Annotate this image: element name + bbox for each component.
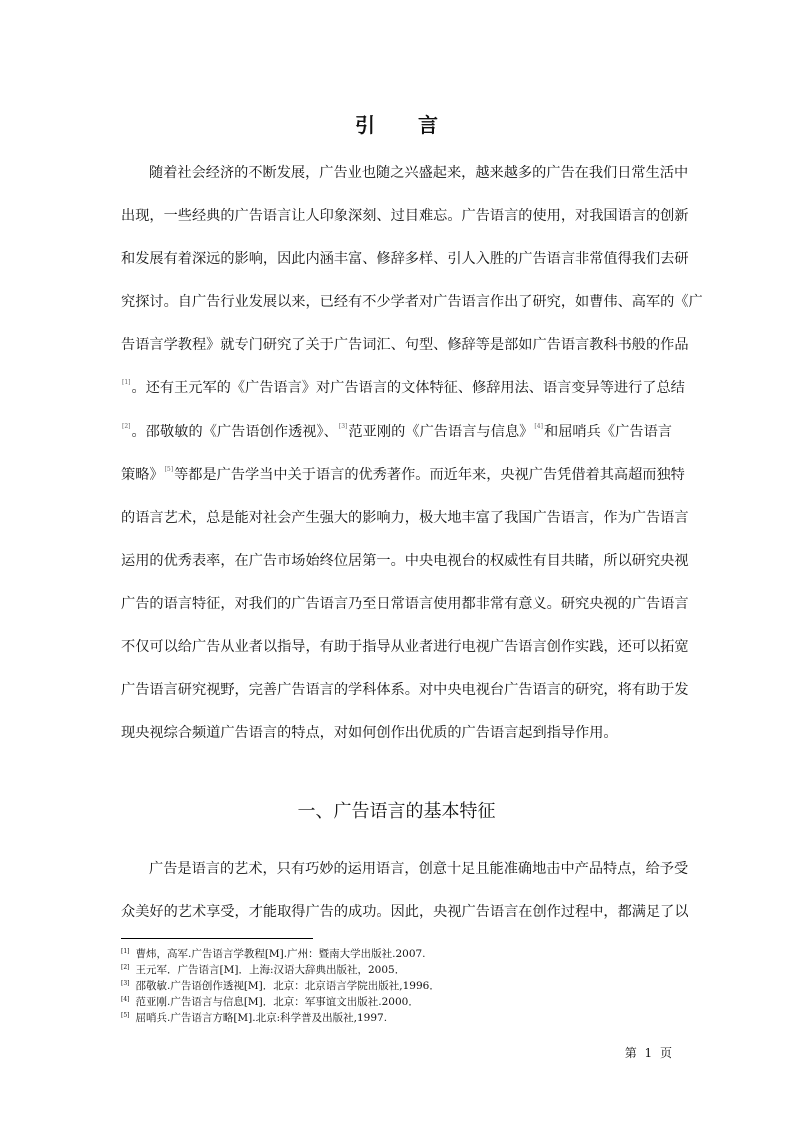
paragraph-line — [121, 367, 685, 410]
page-title: 引 言 — [355, 113, 456, 138]
footnote-ref-4[interactable]: [4] — [534, 422, 543, 430]
footnote-ref-5[interactable]: [5] — [164, 465, 174, 473]
paragraph-line: 和发展有着深远的影响，因此内涵丰富、修辞多样、引人入胜的广告语言非常值得我们去研 — [121, 251, 689, 268]
footnote-item — [121, 994, 681, 1010]
footnote-ref-3[interactable]: [3] — [338, 422, 348, 430]
paragraph-line: 的语言艺术，总是能对社会产生强大的影响力，极大地丰富了我国广告语言，作为广告语言 — [121, 509, 689, 526]
paragraph-text: 范亚刚的《广告语言与信息》 — [348, 423, 534, 440]
footnote-text: 邵敬敏.广告语创作透视[M]．北京：北京语言学院出版社,1996． — [135, 980, 440, 993]
paragraph-text: 策略》 — [121, 466, 164, 483]
paragraph-line: 众美好的艺术享受，才能取得广告的成功。因此，央视广告语言在创作过程中，都满足了以 — [121, 904, 689, 921]
paragraph-line — [121, 411, 672, 454]
footnote-mark: [5] — [121, 1012, 130, 1020]
footnote-item — [121, 962, 681, 978]
footnote-text: 屈哨兵.广告语言方略[M].北京:科学普及出版社,1997. — [135, 1012, 388, 1025]
paragraph-line: 广告语言研究视野，完善广告语言的学科体系。对中央电视台广告语言的研究，将有助于发 — [121, 682, 689, 699]
paragraph-line: 广告是语言的艺术，只有巧妙的运用语言，创意十足且能准确地击中产品特点，给予受 — [149, 861, 689, 877]
footnote-text: 王元军．广告语言[M]．上海:汉语大辞典出版社，2005． — [135, 964, 406, 977]
paragraph-text: 等都是广告学当中关于语言的优秀著作。而近年来，央视广告凭借着其高超而独特 — [174, 466, 685, 483]
footnote-mark: [3] — [121, 980, 130, 988]
paragraph-line: 广告的语言特征，对我们的广告语言乃至日常语言使用都非常有意义。研究央视的广告语言 — [121, 595, 689, 612]
footnote-text: 曹炜，高军.广告语言学教程[M].广州：暨南大学出版社.2007. — [135, 948, 426, 960]
footnote-ref-2[interactable]: [2] — [122, 422, 131, 430]
footnote-item — [121, 978, 681, 994]
footnote-text: 范亚刚.广告语言与信息[M]．北京：军事谊文出版社.2000． — [135, 996, 419, 1009]
paragraph-text: 。还有王元军的《广告语言》对广告语言的文体特征、修辞用法、语言变异等进行了总结 — [131, 380, 685, 397]
footnote-item — [121, 946, 681, 962]
footnote-mark: [1] — [121, 948, 130, 955]
footnote-mark: [4] — [121, 996, 130, 1004]
paragraph-line: 随着社会经济的不断发展，广告业也随之兴盛起来，越来越多的广告在我们日常生活中 — [149, 165, 689, 181]
footnotes — [121, 946, 681, 1026]
paragraph-line: 出现，一些经典的广告语言让人印象深刻、过目难忘。广告语言的使用，对我国语言的创新 — [121, 208, 689, 225]
page-number: 第 1 页 — [624, 1046, 672, 1060]
paragraph-line: 究探讨。自广告行业发展以来，已经有不少学者对广告语言作出了研究，如曹伟、高军的《广 — [121, 294, 703, 311]
paragraph-line — [121, 454, 685, 497]
section-heading: 一、广告语言的基本特征 — [297, 800, 496, 822]
section-paragraph — [121, 848, 689, 934]
footnote-separator — [121, 938, 313, 939]
footnote-ref-1[interactable]: [1] — [122, 379, 131, 387]
paragraph-line: 现央视综合频道广告语言的特点，对如何创作出优质的广告语言起到指导作用。 — [121, 725, 618, 742]
paragraph-line: 告语言学教程》就专门研究了关于广告词汇、句型、修辞等是部如广告语言教科书般的作品 — [121, 337, 689, 354]
paragraph-text: 。邵敬敏的《广告语创作透视》、 — [131, 423, 338, 440]
footnote-item — [121, 1010, 681, 1026]
paragraph-line: 不仅可以给广告从业者以指导，有助于指导从业者进行电视广告语言创作实践，还可以拓宽 — [121, 639, 689, 656]
footnote-mark: [2] — [121, 964, 130, 972]
intro-paragraph — [121, 152, 703, 755]
paragraph-line: 运用的优秀表率，在广告市场始终位居第一。中央电视台的权威性有目共睹，所以研究央视 — [121, 552, 689, 569]
paragraph-text: 和屈哨兵《广告语言 — [543, 423, 672, 440]
